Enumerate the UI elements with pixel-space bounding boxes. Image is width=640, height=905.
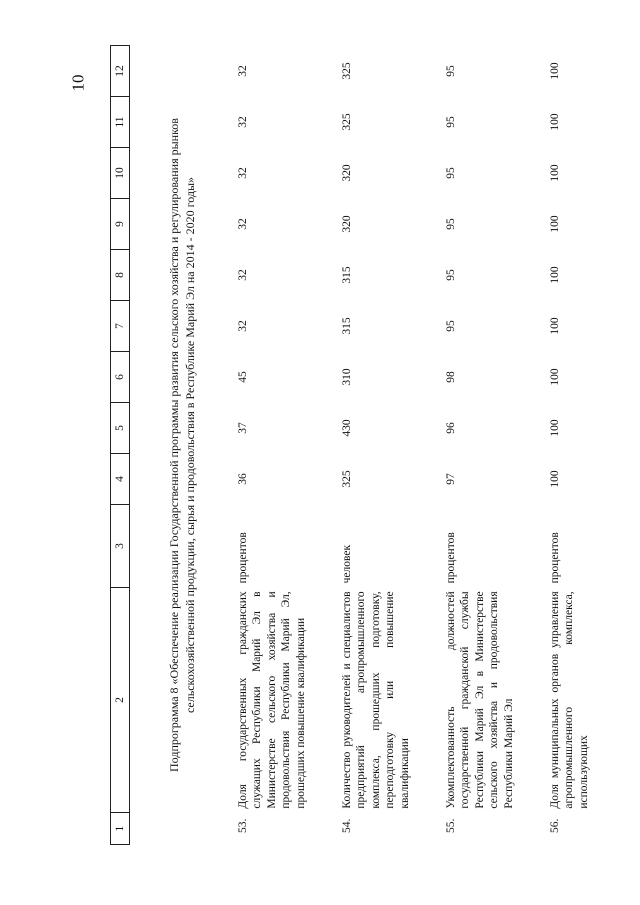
value-cell: 95 [445,65,457,77]
value-cell: 100 [549,419,561,437]
value-cell: 100 [549,62,561,80]
table-row [234,46,338,845]
value-cell: 100 [549,113,561,131]
column-header: 6 [111,352,130,403]
column-header: 10 [111,148,130,199]
column-header: 4 [111,454,130,505]
row-number: 53. [237,818,249,833]
column-header: 5 [111,403,130,454]
value-cell: 98 [445,371,457,383]
unit: процентов [237,532,249,584]
indicators-table [110,45,593,845]
column-header: 11 [111,97,130,148]
row-number: 54. [341,818,353,833]
table-row [442,46,546,845]
table-container [110,45,630,845]
value-cell: 315 [341,266,353,284]
value-cell: 325 [341,62,353,80]
unit: процентов [445,532,457,584]
column-header: 9 [111,199,130,250]
unit: процентов [549,532,561,584]
value-cell: 95 [445,167,457,179]
value-cell: 310 [341,368,353,386]
value-cell: 95 [445,269,457,281]
rotated-page [110,45,630,845]
value-cell: 95 [445,116,457,128]
value-cell: 100 [549,164,561,182]
value-cell: 95 [445,320,457,332]
value-cell: 100 [549,266,561,284]
value-cell: 325 [341,113,353,131]
row-number: 55. [445,818,457,833]
value-cell: 32 [237,320,249,332]
column-header: 3 [111,505,130,588]
subprogram-title-row [130,46,235,845]
indicator-name: Укомплектованность должностей государственной гражданской службы Республики Марий Эл в Министерстве сельского хозяйства и продовольствия Республики Марий Эл [445,591,515,809]
value-cell: 32 [237,65,249,77]
value-cell: 36 [237,473,249,485]
column-header: 12 [111,46,130,97]
column-header: 1 [111,813,130,845]
value-cell: 325 [341,470,353,488]
table-row [338,46,442,845]
value-cell: 32 [237,218,249,230]
column-header: 7 [111,301,130,352]
unit: человек [341,544,353,584]
value-cell: 100 [549,317,561,335]
value-cell: 45 [237,371,249,383]
value-cell: 96 [445,422,457,434]
value-cell: 97 [445,473,457,485]
value-cell: 95 [445,218,457,230]
value-cell: 32 [237,116,249,128]
value-cell: 37 [237,422,249,434]
value-cell: 315 [341,317,353,335]
value-cell: 320 [341,164,353,182]
column-header: 2 [111,587,130,812]
table-row [546,46,593,845]
value-cell: 32 [237,269,249,281]
page-number: 10 [68,74,88,92]
value-cell: 32 [237,167,249,179]
indicator-name: Доля муниципальных органов управления агропромышленного комплекса, использующих [549,591,590,809]
value-cell: 430 [341,419,353,437]
value-cell: 320 [341,215,353,233]
value-cell: 100 [549,215,561,233]
column-header: 8 [111,250,130,301]
row-number: 56. [549,818,561,833]
indicator-name: Доля государственных гражданских служащих Республики Марий Эл в Министерстве сельского хозяйства и продовольствия Республики Марий Эл, прошедших повышение квалификации [237,591,307,809]
column-number-row [111,46,130,845]
value-cell: 100 [549,368,561,386]
value-cell: 100 [549,470,561,488]
indicator-name: Количество руководителей и специалистов предприятий агропромышленного комплекса, прошедших подготовку, переподготовку или повышение квалификации [341,591,411,809]
subprogram-title: Подпрограмма 8 «Обеспечение реализации Государственной программы развития сельского хозяйства и регулирования рынков сельскохозяйственной продукции, сырья и продовольствия в Республике Марий Эл на 2014 - 2020 годы» [166,118,197,772]
